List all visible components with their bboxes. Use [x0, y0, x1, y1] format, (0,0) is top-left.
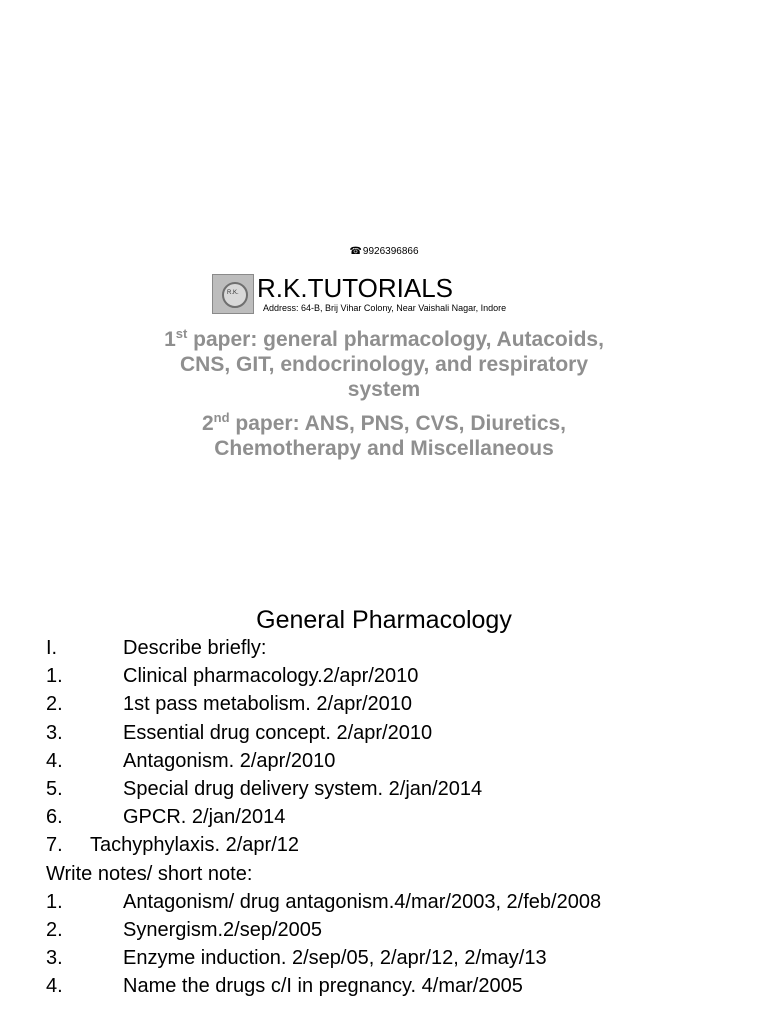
- section-title: General Pharmacology: [256, 606, 512, 634]
- question-list: [46, 634, 601, 1000]
- item-text: Special drug delivery system. 2/jan/2014: [123, 777, 483, 800]
- logo-text: R.K.: [227, 290, 239, 296]
- item-text: 1st pass metabolism. 2/apr/2010: [123, 693, 413, 716]
- second-paper-text: paper: ANS, PNS, CVS, Diuretics,: [229, 412, 567, 435]
- item-number: 3.: [46, 947, 63, 970]
- first-paper-sup: st: [175, 326, 188, 341]
- first-paper-number: 1: [164, 328, 176, 351]
- item-number: 3.: [46, 721, 63, 744]
- list-item: [46, 803, 601, 831]
- second-paper-sup: nd: [213, 410, 230, 425]
- item-text: Essential drug concept. 2/apr/2010: [123, 721, 433, 744]
- item-text: Clinical pharmacology.2/apr/2010: [123, 665, 419, 688]
- item-text: Tachyphylaxis. 2/apr/12: [90, 834, 300, 857]
- first-paper-line2: CNS, GIT, endocrinology, and respiratory: [179, 353, 588, 376]
- group-heading: [46, 860, 601, 888]
- list-item: [46, 719, 601, 747]
- item-number: 7.: [46, 834, 63, 857]
- item-text: GPCR. 2/jan/2014: [123, 806, 286, 829]
- group-label: Describe briefly:: [123, 637, 267, 659]
- list-item: [46, 831, 601, 859]
- list-item: [46, 690, 601, 718]
- item-number: 5.: [46, 777, 63, 800]
- item-number: 4.: [46, 749, 63, 772]
- logo-image: [212, 274, 254, 314]
- item-text: Antagonism/ drug antagonism.4/mar/2003, 2/feb/2008: [123, 890, 602, 913]
- item-text: Synergism.2/sep/2005: [123, 918, 323, 941]
- item-number: 2.: [46, 918, 63, 941]
- brand-name: R.K.TUTORIALS: [257, 273, 454, 303]
- second-paper: [0, 411, 768, 461]
- item-text: Antagonism. 2/apr/2010: [123, 749, 336, 772]
- first-paper: [0, 327, 768, 402]
- phone-number: 9926396866: [362, 246, 419, 257]
- list-item: [46, 662, 601, 690]
- first-paper-text: paper: general pharmacology, Autacoids,: [187, 328, 604, 351]
- item-number: 1.: [46, 665, 63, 688]
- list-item: [46, 916, 601, 944]
- address: Address: 64-B, Brij Vihar Colony, Near Vaishali Nagar, Indore: [263, 303, 507, 313]
- list-item: [46, 972, 601, 1000]
- group-heading: [46, 634, 601, 662]
- item-number: 1.: [46, 890, 63, 913]
- list-item: [46, 944, 601, 972]
- item-text: Name the drugs c/I in pregnancy. 4/mar/2005: [123, 975, 523, 998]
- item-number: 4.: [46, 975, 63, 998]
- group-number: I.: [46, 637, 58, 659]
- phone-line: [0, 246, 768, 257]
- list-item: [46, 775, 601, 803]
- second-paper-line2: Chemotherapy and Miscellaneous: [214, 437, 554, 460]
- brand-header: [212, 270, 552, 318]
- telephone-icon: ☎: [349, 246, 362, 257]
- second-paper-number: 2: [201, 412, 214, 435]
- item-number: 2.: [46, 693, 63, 716]
- logo-emblem-icon: [222, 282, 248, 308]
- first-paper-line3: system: [347, 378, 421, 401]
- list-item: [46, 888, 601, 916]
- list-item: [46, 747, 601, 775]
- item-text: Enzyme induction. 2/sep/05, 2/apr/12, 2/may/13: [123, 947, 547, 970]
- group-label: Write notes/ short note:: [46, 862, 253, 885]
- item-number: 6.: [46, 806, 63, 829]
- papers-summary: [0, 327, 768, 470]
